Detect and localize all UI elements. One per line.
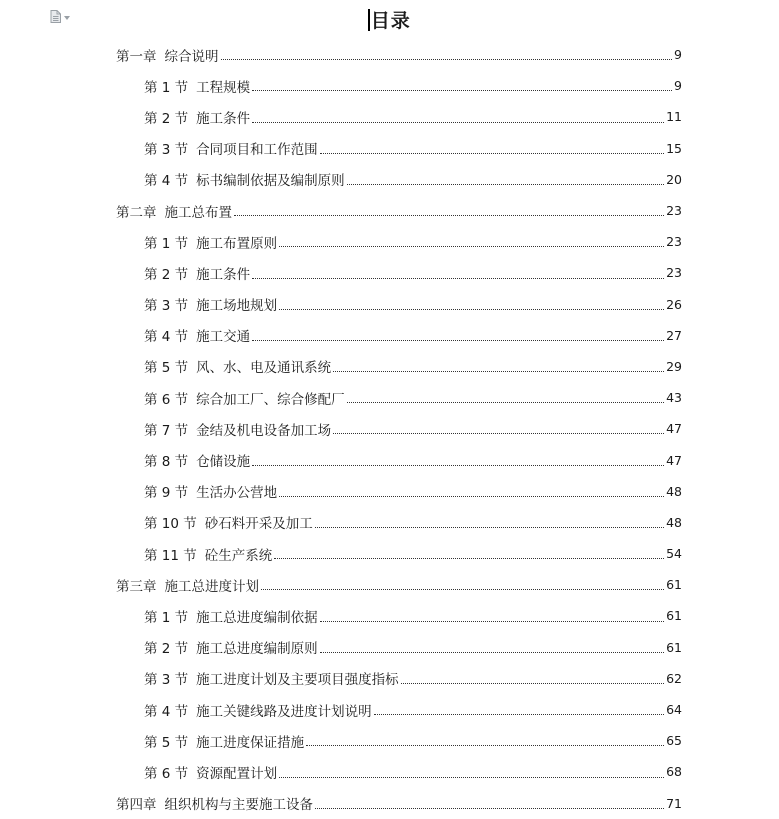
toc-page-number: 62 <box>666 670 682 686</box>
toc-entry-label <box>144 762 277 782</box>
toc-entry-number: 第 10 节 <box>144 516 197 533</box>
toc-entry-label <box>144 388 345 408</box>
toc-entry-number: 第 4 节 <box>144 173 189 190</box>
toc-entry-label <box>116 45 219 65</box>
toc-entry-number: 第 5 节 <box>144 734 189 751</box>
toc-entry-title: 仓储设施 <box>196 454 251 471</box>
toc-page-number: 26 <box>666 296 682 312</box>
toc-entry-label <box>144 294 277 314</box>
toc-entry-number: 第 6 节 <box>144 391 189 408</box>
toc-entry-title: 施工布置原则 <box>196 235 278 252</box>
toc-entry-number: 第 5 节 <box>144 360 189 377</box>
toc-dot-leader <box>252 465 664 466</box>
toc-dot-leader <box>333 371 664 372</box>
toc-entry-number: 第 8 节 <box>144 454 189 471</box>
toc-section-entry[interactable] <box>116 694 682 725</box>
toc-entry-number: 第 3 节 <box>144 298 189 315</box>
toc-entry-title: 标书编制依据及编制原则 <box>196 173 345 190</box>
toc-section-entry[interactable] <box>116 133 682 164</box>
toc-entry-label <box>144 606 318 626</box>
toc-entry-number: 第 4 节 <box>144 703 189 720</box>
toc-section-entry[interactable] <box>116 756 682 787</box>
toc-entry-label <box>144 325 250 345</box>
toc-dot-leader <box>279 309 664 310</box>
toc-dot-leader <box>347 184 664 185</box>
toc-entry-number: 第 11 节 <box>144 547 197 564</box>
toc-entry-label <box>144 544 272 564</box>
toc-entry-label <box>144 76 250 96</box>
toc-page-number: 23 <box>666 203 682 219</box>
toc-section-entry[interactable] <box>116 413 682 444</box>
toc-dot-leader <box>279 496 664 497</box>
toc-entry-title: 合同项目和工作范围 <box>196 142 318 159</box>
toc-chapter-entry[interactable] <box>116 39 682 70</box>
toc-section-entry[interactable] <box>116 663 682 694</box>
toc-page-number: 15 <box>666 140 682 156</box>
toc-page-number: 29 <box>666 358 682 374</box>
toc-entry-label <box>144 169 345 189</box>
toc-page-number: 64 <box>666 702 682 718</box>
toc-section-entry[interactable] <box>116 164 682 195</box>
toc-entry-number: 第三章 <box>116 578 157 595</box>
toc-dot-leader <box>320 153 664 154</box>
toc-dot-leader <box>315 808 664 809</box>
toc-entry-title: 施工关键线路及进度计划说明 <box>196 703 372 720</box>
toc-section-entry[interactable] <box>116 538 682 569</box>
toc-section-entry[interactable] <box>116 507 682 538</box>
toc-entry-label <box>116 201 232 221</box>
toc-entry-label <box>144 481 277 501</box>
toc-entry-number: 第 2 节 <box>144 641 189 658</box>
toc-dot-leader <box>279 246 664 247</box>
toc-entry-label <box>144 263 250 283</box>
toc-section-entry[interactable] <box>116 725 682 756</box>
title-area <box>0 6 779 33</box>
toc-section-entry[interactable] <box>116 476 682 507</box>
toc-entry-number: 第 2 节 <box>144 266 189 283</box>
toc-page-number: 47 <box>666 421 682 437</box>
toc-page-number: 23 <box>666 234 682 250</box>
toc-entry-number: 第 4 节 <box>144 329 189 346</box>
toc-page-number: 54 <box>666 546 682 562</box>
toc-entry-number: 第 1 节 <box>144 235 189 252</box>
toc-entry-title: 施工交通 <box>196 329 251 346</box>
toc-dot-leader <box>320 652 664 653</box>
toc-page-number: 43 <box>666 390 682 406</box>
toc-dot-leader <box>306 745 664 746</box>
toc-entry-number: 第 1 节 <box>144 609 189 626</box>
toc-entry-label <box>144 232 277 252</box>
toc-entry-number: 第二章 <box>116 204 157 221</box>
toc-section-entry[interactable] <box>116 257 682 288</box>
toc-dot-leader <box>333 433 664 434</box>
toc-entry-title: 风、水、电及通讯系统 <box>196 360 332 377</box>
page-title[interactable]: 目录 <box>370 10 411 32</box>
toc-entry-number: 第 3 节 <box>144 672 189 689</box>
toc-entry-number: 第 9 节 <box>144 485 189 502</box>
toc-dot-leader <box>252 90 672 91</box>
toc-entry-number: 第 1 节 <box>144 79 189 96</box>
toc-section-entry[interactable] <box>116 600 682 631</box>
toc-section-entry[interactable] <box>116 226 682 257</box>
toc-page-number: 20 <box>666 171 682 187</box>
toc-entry-label <box>144 731 304 751</box>
toc-page-number: 61 <box>666 639 682 655</box>
toc-entry-number: 第 3 节 <box>144 142 189 159</box>
toc-section-entry[interactable] <box>116 101 682 132</box>
toc-entry-title: 金结及机电设备加工场 <box>196 422 332 439</box>
toc-section-entry[interactable] <box>116 70 682 101</box>
toc-entry-label <box>116 793 313 813</box>
toc-dot-leader <box>320 621 664 622</box>
toc-entry-title: 资源配置计划 <box>196 765 278 782</box>
toc-entry-label <box>144 668 399 688</box>
toc-entry-label <box>144 512 313 532</box>
toc-entry-title: 砼生产系统 <box>204 547 273 564</box>
toc-page-number: 9 <box>674 78 682 94</box>
toc-page-number: 11 <box>666 109 682 125</box>
toc-dot-leader <box>252 278 664 279</box>
toc-entry-label <box>144 107 250 127</box>
toc-entry-title: 施工总进度计划 <box>164 578 259 595</box>
toc-dot-leader <box>234 215 664 216</box>
toc-dot-leader <box>252 122 664 123</box>
toc-dot-leader <box>274 558 664 559</box>
toc-entry-number: 第 2 节 <box>144 110 189 127</box>
toc-entry-title: 施工条件 <box>196 110 251 127</box>
toc-dot-leader <box>315 527 664 528</box>
toc-page-number: 9 <box>674 47 682 63</box>
toc-section-entry[interactable] <box>116 444 682 475</box>
toc-chapter-entry[interactable] <box>116 569 682 600</box>
toc-entry-title: 施工总进度编制依据 <box>196 609 318 626</box>
toc-entry-number: 第一章 <box>116 48 157 65</box>
toc-entry-title: 施工总进度编制原则 <box>196 641 318 658</box>
toc-entry-title: 组织机构与主要施工设备 <box>164 797 313 814</box>
toc-dot-leader <box>252 340 664 341</box>
toc-section-entry[interactable] <box>116 382 682 413</box>
toc-page-number: 68 <box>666 764 682 780</box>
toc-section-entry[interactable] <box>116 632 682 663</box>
toc-page-number: 61 <box>666 577 682 593</box>
toc-page-number: 48 <box>666 514 682 530</box>
toc-page-number: 23 <box>666 265 682 281</box>
toc-entry-title: 工程规模 <box>196 79 251 96</box>
toc-entry-title: 施工总布置 <box>164 204 232 221</box>
toc-entry-title: 生活办公营地 <box>196 485 278 502</box>
toc-entry-title: 施工条件 <box>196 266 251 283</box>
toc-section-entry[interactable] <box>116 289 682 320</box>
toc-section-entry[interactable] <box>116 320 682 351</box>
toc-entry-label <box>144 138 318 158</box>
toc-section-entry[interactable] <box>116 351 682 382</box>
toc-entry-number: 第四章 <box>116 797 157 814</box>
toc-dot-leader <box>279 777 664 778</box>
toc-entry-label <box>144 450 250 470</box>
toc-dot-leader <box>401 683 664 684</box>
toc-page-number: 71 <box>666 795 682 811</box>
toc-entry-title: 施工场地规划 <box>196 298 278 315</box>
toc-page-number: 65 <box>666 733 682 749</box>
toc-page-number: 27 <box>666 327 682 343</box>
toc-entry-label <box>144 700 372 720</box>
toc-dot-leader <box>347 402 664 403</box>
toc-entry-title: 综合说明 <box>164 48 219 65</box>
toc-dot-leader <box>221 59 673 60</box>
toc-entry-title: 施工进度保证措施 <box>196 734 305 751</box>
toc-page-number: 47 <box>666 452 682 468</box>
table-of-contents <box>116 39 682 819</box>
toc-entry-label <box>144 356 331 376</box>
toc-entry-number: 第 7 节 <box>144 422 189 439</box>
toc-entry-label <box>116 575 259 595</box>
toc-entry-number: 第 6 节 <box>144 765 189 782</box>
toc-dot-leader <box>374 714 664 715</box>
toc-dot-leader <box>261 589 664 590</box>
toc-entry-label <box>144 637 318 657</box>
toc-entry-title: 砂石料开采及加工 <box>204 516 313 533</box>
toc-chapter-entry[interactable] <box>116 195 682 226</box>
toc-entry-title: 施工进度计划及主要项目强度指标 <box>196 672 399 689</box>
toc-page-number: 61 <box>666 608 682 624</box>
toc-entry-title: 综合加工厂、综合修配厂 <box>196 391 345 408</box>
toc-entry-label <box>144 419 331 439</box>
toc-chapter-entry[interactable] <box>116 788 682 819</box>
toc-page-number: 48 <box>666 483 682 499</box>
text-cursor <box>368 9 370 31</box>
